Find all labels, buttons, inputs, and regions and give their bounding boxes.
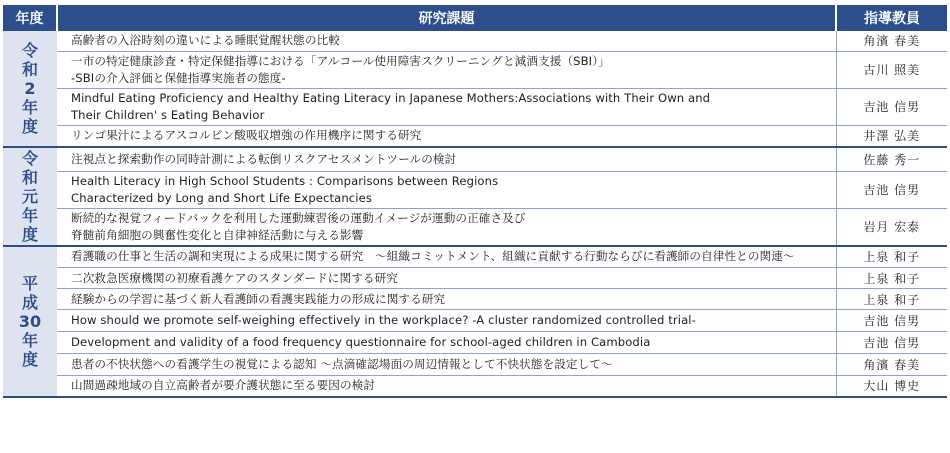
year-cell	[3, 246, 57, 397]
topic-cell	[57, 289, 836, 310]
advisor-cell: 吉池 信男	[836, 171, 947, 208]
research-topics-table	[3, 5, 947, 398]
table-row	[3, 88, 947, 125]
topic-line: Their Children' s Eating Behavior	[71, 107, 265, 122]
topic-cell	[57, 354, 836, 376]
topic-cell	[57, 147, 836, 171]
topic-line: -SBIの介入評価と保健指導実施者の態度-	[71, 70, 286, 85]
topic-cell	[57, 246, 836, 268]
topic-line: 高齢者の入浴時刻の違いによる睡眠覚醒状態の比較	[71, 33, 340, 48]
table-row	[3, 147, 947, 171]
header-advisor: 指導教員	[836, 5, 947, 31]
header-year: 年度	[3, 5, 57, 31]
topic-cell	[57, 51, 836, 88]
topic-cell	[57, 332, 836, 354]
advisor-cell: 岩月 宏泰	[836, 208, 947, 246]
topic-cell	[57, 268, 836, 289]
topic-line: リンゴ果汁によるアスコルビン酸吸収増強の作用機序に関する研究	[71, 128, 422, 143]
topic-line: 看護職の仕事と生活の調和実現による成果に関する研究 ～組織コミットメント、組織に貢献する行動ならびに看護師の自律性との関連～	[71, 249, 795, 264]
topic-line: 二次救急医療機関の初療看護ケアのスタンダードに関する研究	[71, 270, 398, 285]
year-char: 度	[21, 349, 38, 369]
advisor-cell: 吉池 信男	[836, 88, 947, 125]
year-char: 元	[21, 186, 38, 206]
topic-line: 患者の不快状態への看護学生の視覚による認知 ～点滴確認場面の周辺情報として不快状態を設定して～	[71, 357, 613, 371]
topic-cell	[57, 31, 836, 51]
topic-cell	[57, 376, 836, 397]
year-char: 年	[21, 98, 38, 117]
year-char: 令	[21, 41, 38, 60]
advisor-cell: 大山 博史	[836, 376, 947, 397]
topic-cell	[57, 310, 836, 332]
topic-line: 注視点と探索動作の同時計測による転倒リスクアセスメントツールの検討	[71, 151, 457, 166]
table-row	[3, 310, 947, 332]
table-row	[3, 268, 947, 289]
year-cell	[3, 147, 57, 246]
topic-line: 山間過疎地域の自立高齢者が要介護状態に至る要因の検討	[71, 378, 376, 393]
year-char: 2	[24, 79, 36, 98]
table-body	[3, 31, 947, 397]
topic-line: 脊髄前角細胞の興奮性変化と自律神経活動に与える影響	[71, 227, 364, 242]
header-topic: 研究課題	[57, 5, 836, 31]
advisor-cell: 佐藤 秀一	[836, 147, 947, 171]
topic-line: 経験からの学習に基づく新人看護師の看護実践能力の形成に関する研究	[71, 291, 446, 306]
table-row	[3, 246, 947, 268]
topic-cell	[57, 208, 836, 246]
year-char: 和	[21, 167, 38, 187]
topic-line: 一市の特定健康診査・特定保健指導における「アルコール使用障害スクリーニングと減酒支援（SBI）」	[71, 53, 610, 68]
advisor-cell: 上泉 和子	[836, 246, 947, 268]
year-char: 30	[18, 311, 42, 331]
topic-cell	[57, 171, 836, 208]
year-char: 度	[21, 117, 38, 136]
advisor-cell: 吉池 信男	[836, 310, 947, 332]
table-row	[3, 208, 947, 246]
year-char: 和	[21, 60, 38, 79]
topic-cell	[57, 125, 836, 147]
topic-line: Development and validity of a food frequency questionnaire for school-aged children in Cambodia	[71, 335, 651, 349]
table-row	[3, 376, 947, 397]
topic-line: Health Literacy in High School Students : Comparisons between Regions	[71, 173, 499, 188]
topic-line: How should we promote self-weighing effectively in the workplace? -A cluster randomized controlled trial-	[71, 313, 696, 327]
advisor-cell: 吉池 信男	[836, 332, 947, 354]
table-row	[3, 51, 947, 88]
year-char: 平	[21, 273, 38, 293]
year-cell	[3, 31, 57, 147]
year-char: 年	[21, 205, 38, 225]
topic-cell	[57, 88, 836, 125]
advisor-cell: 上泉 和子	[836, 289, 947, 310]
topic-line: Characterized by Long and Short Life Expectancies	[71, 190, 372, 205]
table-row	[3, 31, 947, 51]
year-char: 年	[21, 330, 38, 350]
advisor-cell: 古川 照美	[836, 51, 947, 88]
advisor-cell: 角濱 春美	[836, 31, 947, 51]
table-row	[3, 332, 947, 354]
year-char: 令	[21, 148, 38, 168]
table-row	[3, 354, 947, 376]
table-header-row	[3, 5, 947, 31]
year-char: 成	[21, 292, 38, 312]
year-char: 度	[21, 224, 38, 244]
table-row	[3, 289, 947, 310]
topic-line: 断続的な視覚フィードバックを利用した運動練習後の運動イメージが運動の正確さ及び	[71, 210, 526, 225]
advisor-cell: 角濱 春美	[836, 354, 947, 376]
topic-line: Mindful Eating Proficiency and Healthy Eating Literacy in Japanese Mothers:Associations with Their Own and	[71, 90, 711, 105]
advisor-cell: 上泉 和子	[836, 268, 947, 289]
table-row	[3, 171, 947, 208]
table-row	[3, 125, 947, 147]
advisor-cell: 井澤 弘美	[836, 125, 947, 147]
